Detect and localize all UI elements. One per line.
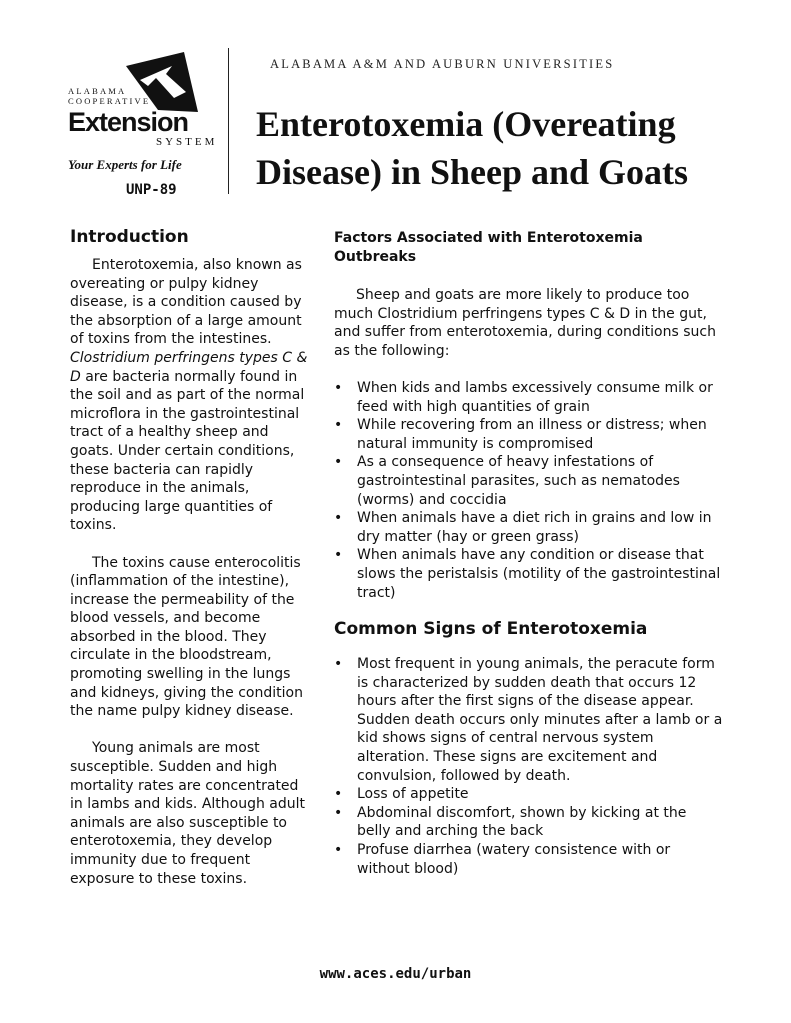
- left-column: [70, 226, 308, 888]
- introduction-heading: Introduction: [70, 227, 189, 247]
- factors-heading: Factors Associated with Enterotoxemia Outbreaks: [334, 230, 643, 265]
- intro-p1-text-a: Enterotoxemia, also known as overeating or pulpy kidney disease, is a condition caused by the absorption of a large amount of toxins from the intestines.: [70, 257, 302, 348]
- signs-heading: Common Signs of Enterotoxemia: [334, 619, 648, 640]
- factors-intro: Sheep and goats are more likely to produce too much Clostridium perfringens types C & D in the gut, and suffer from enterotoxemia, during conditions such as the following:: [334, 287, 716, 359]
- list-item: • When animals have a diet rich in grains and low in dry matter (hay or green grass): [334, 509, 724, 546]
- list-item: • Profuse diarrhea (watery consistence with or without blood): [334, 841, 724, 878]
- right-column: [334, 229, 724, 878]
- intro-paragraph-2: The toxins cause enterocolitis (inflammation of the intestine), increase the permeability of the blood vessels, and become absorbed in the blood. They circulate in the bloodstream, promoting swelling in the lungs and kidneys, giving the condition the name pulpy kidney disease.: [70, 554, 303, 720]
- intro-paragraph-3: Young animals are most susceptible. Sudden and high mortality rates are concentrated in lambs and kids. Although adult animals are also susceptible to enterotoxemia, they develop immunity due to frequent exposure to these toxins.: [70, 740, 306, 887]
- list-item: • Loss of appetite: [334, 785, 724, 804]
- tagline: Your Experts for Life: [68, 157, 182, 172]
- publication-number: UNP-89: [126, 182, 177, 198]
- list-item: • When kids and lambs excessively consume milk or feed with high quantities of grain: [334, 379, 724, 416]
- logo-system: SYSTEM: [156, 136, 218, 148]
- intro-p1-text-b: are bacteria normally found in the soil and as part of the normal microflora in the gastrointestinal tract of a healthy sheep and goats. Under certain conditions, these bacteria can rapidly reproduce in the animals, producing large quantities of toxins.: [70, 368, 305, 534]
- page-title: Enterotoxemia (Overeating Disease) in Sheep and Goats: [256, 104, 689, 192]
- list-item: • While recovering from an illness or distress; when natural immunity is compromised: [334, 416, 724, 453]
- list-item: • As a consequence of heavy infestations of gastrointestinal parasites, such as nematodes (worms) and coccidia: [334, 453, 724, 509]
- list-item: • When animals have any condition or disease that slows the peristalsis (motility of the gastrointestinal tract): [334, 546, 724, 602]
- factors-list: [334, 379, 724, 602]
- list-item: • Most frequent in young animals, the peracute form is characterized by sudden death that occurs 12 hours after the first signs of the disease appear. Sudden death occurs only minutes after a lamb or a kid shows signs of central nervous system alteration. These signs are excitement and convulsion, followed by death.: [334, 655, 724, 785]
- intro-paragraph-1: [70, 256, 308, 535]
- header-divider: [228, 48, 229, 194]
- extension-logo: [62, 50, 222, 200]
- logo-extension: Extension: [68, 107, 189, 137]
- list-item: • Abdominal discomfort, shown by kicking at the belly and arching the back: [334, 804, 724, 841]
- universities-line: ALABAMA A&M AND AUBURN UNIVERSITIES: [270, 57, 615, 71]
- intro-p1-italic: Clostridium perfringens types C & D: [70, 349, 308, 385]
- logo-cooperative: COOPERATIVE: [68, 96, 151, 106]
- logo-alabama: ALABAMA: [68, 86, 127, 96]
- signs-list: [334, 655, 724, 878]
- footer-url-link[interactable]: www.aces.edu/urban: [319, 966, 472, 982]
